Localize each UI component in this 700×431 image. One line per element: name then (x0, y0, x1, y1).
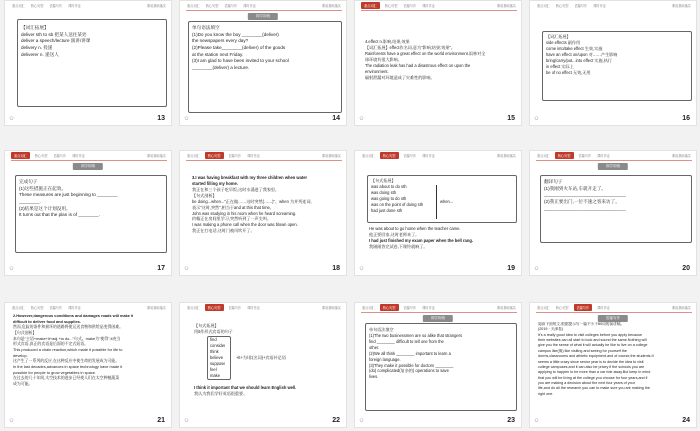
slide-text (369, 327, 462, 380)
text-line: deliver a speech/lecture 演讲/讲课 (21, 38, 91, 44)
text-line: was about to do sth (371, 183, 407, 189)
text-line: environment. (365, 68, 389, 74)
nav-tab-homework[interactable]: 课时作业 (597, 154, 610, 158)
favorite-star-icon[interactable]: ✩ (534, 116, 540, 122)
slide-thumbnail-24[interactable] (529, 302, 697, 428)
slide-number: 14 (332, 115, 340, 122)
text-line: had just done sth (371, 207, 403, 213)
text-line: seems a little crazy since senior year is to decide the idea to visit (538, 359, 644, 364)
list-item: suppose (210, 360, 226, 366)
text-line: ________(deliver) a lecture. (192, 64, 250, 70)
text-line: (1)这些措施正在起效。 (19, 185, 66, 191)
text-line: was going to do sth (371, 195, 407, 201)
text-line: foreign language. (369, 356, 401, 362)
nav-tab-homework[interactable]: 课时作业 (422, 154, 435, 158)
nav-right[interactable]: 课前基础落实 (671, 4, 691, 8)
header-rule (536, 312, 692, 313)
slide-header (11, 152, 167, 159)
nav-tab-writing[interactable]: 语篇写作 (53, 154, 67, 158)
nav-tab-writing[interactable]: 语篇写作 (574, 4, 588, 8)
nav-tab-homework[interactable]: 课时作业 (247, 306, 260, 310)
list-item: make (210, 372, 221, 378)
text-line: 我认为我们学好英语很重要。 (194, 390, 248, 396)
text-line: It turns out that the plan is of ________. (19, 212, 100, 218)
slide-thumbnail-18[interactable] (179, 150, 347, 276)
slide-text (192, 25, 289, 72)
slide-text (371, 178, 423, 214)
list-item: feel (210, 366, 217, 372)
text-line: (2)We all think ________ important to learn a (369, 350, 451, 356)
section-pill: 即学即练 (73, 163, 103, 170)
text-line: 成为可能。 (13, 380, 33, 386)
nav-tab-vocab[interactable]: 重点词汇 (537, 4, 550, 8)
text-line: bring/carry/put...into effect 实施,执行 (546, 57, 612, 63)
nav-right[interactable]: 课前基础落实 (496, 4, 516, 8)
nav-tab-homework[interactable]: 课时作业 (72, 154, 85, 158)
section-pill: 即学即练 (598, 163, 628, 170)
box-title: 【词汇拓展】 (21, 25, 49, 30)
header-rule (361, 10, 517, 11)
slide-number: 22 (332, 417, 340, 424)
text-line: 3.I was having breakfast with my three children when water (192, 175, 308, 180)
slide-text (544, 179, 626, 212)
nav-tab-sentence[interactable]: 核心句型 (555, 4, 569, 8)
nav-tab-sentence[interactable]: 核心句型 (380, 304, 399, 311)
slide-thumbnail-14[interactable] (179, 0, 347, 126)
box-title: 【句式拓展】 (194, 323, 219, 328)
text-line: I was making a phone call when the door was blown open. (192, 222, 298, 228)
nav-tab-writing[interactable]: 语篇写作 (49, 306, 63, 310)
nav-right[interactable]: 课前基础落实 (671, 306, 691, 310)
nav-tab-writing[interactable]: 语篇写作 (403, 154, 417, 158)
formula-text: +it+为/非(名词)+宾语补足语 (236, 355, 286, 360)
nav-right[interactable]: 课前基础落实 (321, 306, 341, 310)
text-line: 【词汇拓展】effect作名词,意为"影响;结果;效果"。 (365, 44, 455, 50)
text-line: give you the sense of what it will actually be like to live on a college (538, 343, 648, 348)
nav-tab-homework[interactable]: 课时作业 (243, 4, 256, 8)
list-item: find (210, 337, 217, 342)
text-line: their websites can all start to look and sound the same.Nothing will (538, 338, 647, 343)
verb-list (210, 337, 225, 378)
nav-tab-vocab[interactable]: 重点词汇 (537, 306, 550, 310)
section-pill: 即学即练 (248, 13, 278, 20)
nav-right[interactable]: 课前基础落实 (146, 154, 166, 158)
text-line: come into/take effect 生效,实施 (546, 45, 603, 51)
text-line: campus like(像) like visiting and seeing for yourself the (538, 348, 627, 353)
box-title: 翻译句子 (544, 179, 563, 184)
favorite-star-icon[interactable]: ✩ (184, 418, 190, 424)
slide-header (11, 304, 167, 311)
slide-header (536, 152, 692, 159)
slide-text (546, 34, 617, 75)
slide-thumbnail-16[interactable] (529, 0, 697, 126)
text-line: 我正在打电话,这时门被风吹开了。 (192, 228, 255, 234)
text-line: 2.However,dangerous conditions and damages roads will make it (13, 313, 134, 318)
text-line: be doing...when..."正在做……这时突然(……)"。when 为并列连词, (192, 198, 312, 204)
text-line: He was about to go home when the teacher came. (369, 226, 461, 231)
text-line: ________________________________ (544, 192, 626, 198)
nav-right[interactable]: 课前基础落实 (671, 154, 691, 158)
text-line: 这产生了一系列的反应,在这种反应中使生命的发展成为可能。 (13, 358, 120, 364)
box-title: 单句语法填空 (192, 25, 220, 30)
slide-text (21, 25, 90, 58)
header-rule (11, 160, 167, 161)
nav-tab-writing[interactable]: 语篇写作 (224, 4, 238, 8)
slide-header (186, 2, 342, 9)
box-title: 【词汇拓展】 (546, 34, 571, 39)
nav-tab-vocab[interactable]: 重点词汇 (537, 154, 550, 158)
text-line: I had just finished my exam paper when the bell rang. (369, 237, 473, 243)
text-line: (1)The two businessmen are so alike that strangers (369, 332, 463, 338)
text-line: in effect 实际上 (546, 63, 574, 69)
text-line: These measures are just beginning to ________ (19, 192, 118, 198)
text-line: dorms,classrooms and athletic equipment,and of course,the students.It (538, 354, 654, 359)
slide-text (192, 175, 312, 234)
slide-header (536, 304, 692, 311)
slide-text (365, 39, 485, 80)
slide-header (11, 2, 167, 9)
slide-number: 20 (682, 265, 690, 272)
slide-header (361, 2, 517, 9)
text-line: lives. (369, 374, 379, 380)
text-line: applying to happen to be more than a car ride away.But keep in mind (538, 370, 651, 375)
text-line: right one. (538, 391, 554, 396)
nav-tab-homework[interactable]: 课时作业 (68, 306, 81, 310)
list-item: think (210, 348, 219, 354)
text-line: was on the point of doing sth (371, 201, 424, 207)
text-line: other. (369, 344, 380, 350)
nav-tab-sentence[interactable]: 核心句型 (205, 152, 224, 159)
nav-tab-vocab[interactable]: 重点词汇 (362, 306, 375, 310)
text-line: This produced a chain reaction,which made it possible for life to (13, 346, 123, 352)
text-line: 形式宾语,真正的宾语是后面的不定式短语。 (13, 341, 89, 347)
slide-thumbnail-22[interactable] (179, 302, 347, 428)
slide-thumbnail-15[interactable] (354, 0, 522, 126)
section-pill: 语篇写作 (598, 315, 628, 322)
slide-header (361, 304, 517, 311)
header-rule (361, 312, 517, 313)
slide-thumbnail-23[interactable] (354, 302, 522, 428)
text-line: 然而,危险的条件和损坏的道路将使运送食物和供给品变得困难。 (13, 324, 124, 330)
nav-tab-sentence[interactable]: 核心句型 (34, 154, 48, 158)
slide-number: 19 (507, 265, 515, 272)
header-rule (186, 160, 342, 161)
text-line: (3)They make it possible for doctors ________ (369, 362, 454, 368)
nav-right[interactable]: 课前基础落实 (146, 306, 166, 310)
nav-right[interactable]: 课前基础落实 (146, 4, 166, 8)
text-line: Rainforests have a great effect on the world environment.雨林对全 (365, 50, 486, 56)
text-line: 我正在和三个孩子吃早饭,这时水涌进了我家里。 (192, 186, 280, 192)
slide-header (186, 304, 342, 311)
bracket (435, 185, 437, 219)
nav-tab-sentence[interactable]: 核心句型 (205, 304, 224, 311)
nav-tab-sentence[interactable]: 核心句型 (384, 4, 398, 8)
header-rule (536, 160, 692, 161)
text-line: 4.effect n.影响,结果,效果 (365, 39, 410, 44)
text-line: side effects 副作用 (546, 39, 581, 45)
slide-text (194, 323, 233, 335)
text-line: started filling my home. (192, 180, 238, 186)
slide-thumbnail-21[interactable] (4, 302, 172, 428)
nav-tab-writing[interactable]: 语篇写作 (574, 304, 593, 311)
slide-header (536, 2, 692, 9)
text-line: the newspapers every day? (192, 38, 249, 44)
slide-header (361, 152, 517, 159)
text-line: delivery n. 投递 (21, 44, 53, 50)
nav-tab-homework[interactable]: 课时作业 (593, 4, 606, 8)
favorite-star-icon[interactable]: ✩ (9, 418, 15, 424)
nav-tab-writing[interactable]: 语篇写作 (49, 4, 63, 8)
nav-right[interactable]: 课前基础落实 (321, 154, 341, 158)
text-line: was doing sth (371, 189, 397, 195)
slide-thumbnail-20[interactable] (529, 150, 697, 276)
nav-tab-writing[interactable]: 语篇写作 (403, 4, 417, 8)
slide-number: 21 (157, 417, 165, 424)
text-line: (do) complicated(复杂的) operations to save (369, 368, 449, 374)
text-line: you are making a decision about the next four years of your (538, 380, 635, 385)
nav-tab-vocab[interactable]: 重点词汇 (362, 154, 375, 158)
text-line: have an effect on/upon 对……产生影响 (546, 51, 618, 57)
text-line: 球环境有很大影响。 (365, 56, 402, 62)
text-line: 表示"这时,突然",相当于and at this that time。 (192, 204, 274, 210)
nav-tab-vocab[interactable]: 重点词汇 (361, 2, 380, 9)
example-text (194, 385, 296, 397)
slide-thumbnail-19[interactable] (354, 150, 522, 276)
box-title: 单句语法填空 (369, 327, 394, 332)
slide-number: 23 (507, 417, 515, 424)
text-line: be of no effect 无效,无用 (546, 69, 591, 75)
favorite-star-icon[interactable]: ✩ (359, 418, 365, 424)
favorite-star-icon[interactable]: ✩ (184, 116, 190, 122)
slide-thumbnail-13[interactable] (4, 0, 172, 126)
nav-tab-writing[interactable]: 语篇写作 (578, 154, 592, 158)
slide-text (19, 179, 118, 219)
header-rule (186, 10, 342, 11)
text-line: (2)Please take________(deliver) of the goods (192, 44, 286, 50)
nav-right[interactable]: 课前基础落实 (496, 154, 516, 158)
slide-number: 13 (157, 115, 165, 122)
nav-tab-homework[interactable]: 课时作业 (247, 154, 260, 158)
text-line: It's a really good idea to visit colleges before you apply because (538, 332, 643, 337)
text-line: 约翰正在房间里学习,突然听到了一声尖叫。 (192, 216, 271, 222)
nav-tab-sentence[interactable]: 核心句型 (555, 306, 569, 310)
text-line: 在过去的几十年间,太空技术的进步已经使人们在太空种植蔬菜 (13, 375, 120, 381)
text-line: 本句是"主语+make+it+adj.+to do..."句式。make为"使得",it充当 (13, 335, 121, 341)
nav-right[interactable]: 课前基础落实 (321, 4, 341, 8)
nav-tab-homework[interactable]: 课时作业 (422, 4, 435, 8)
text-line: ________. (19, 198, 41, 204)
favorite-star-icon[interactable]: ✩ (534, 266, 540, 272)
box-title: 【句式拓展】 (371, 178, 396, 183)
text-line: find ________ difficult to tell one from the (369, 338, 444, 344)
nav-tab-sentence[interactable]: 核心句型 (30, 306, 44, 310)
nav-tab-vocab[interactable]: 重点词汇 (12, 4, 25, 8)
text-line: (1)我刚到火车站,车就开走了。 (544, 185, 607, 191)
nav-tab-homework[interactable]: 课时作业 (597, 306, 610, 310)
nav-tab-sentence[interactable]: 核心句型 (380, 152, 399, 159)
favorite-star-icon[interactable]: ✩ (184, 266, 190, 272)
nav-tab-sentence[interactable]: 核心句型 (555, 152, 574, 159)
slide-number: 15 (507, 115, 515, 122)
nav-tab-homework[interactable]: 课时作业 (422, 306, 435, 310)
text-line: possible for people to grow vegetables in space. (13, 369, 97, 375)
section-pill: 即学即练 (423, 315, 453, 322)
text-line: 我刚刚答完试卷,下课铃就响了。 (369, 243, 428, 249)
text-line: life,and do all the research you can to make sure you are making the (538, 386, 650, 391)
nav-tab-writing[interactable]: 语篇写作 (403, 306, 417, 310)
text-line: I think it important that we should learn English well. (194, 385, 297, 390)
slide-number: 17 (157, 265, 165, 272)
list-item: consider (210, 342, 226, 348)
favorite-star-icon[interactable]: ✩ (9, 266, 15, 272)
text-line: (1)Do you know the boy ________(deliver) (192, 31, 279, 37)
text-line: John was studying in his room when he heard screaming. (192, 210, 297, 216)
text-line: that you will be living at the college you choose for four years,and if (538, 375, 648, 380)
nav-tab-writing[interactable]: 语篇写作 (228, 154, 242, 158)
slide-thumbnail-17[interactable] (4, 150, 172, 276)
nav-tab-homework[interactable]: 课时作业 (68, 4, 81, 8)
nav-tab-vocab[interactable]: 重点词汇 (187, 154, 200, 158)
text-line: develop. (13, 352, 28, 358)
favorite-star-icon[interactable]: ✩ (359, 116, 365, 122)
example-text (369, 226, 473, 250)
when-label: when... (440, 199, 454, 204)
text-line: The radiation leak has had a disastrous effect on upon the (365, 62, 471, 68)
slide-number: 18 (332, 265, 340, 272)
nav-tab-writing[interactable]: 语篇写作 (228, 306, 242, 310)
text-line: (2)结果是这个计划没用。 (19, 205, 71, 211)
nav-tab-vocab[interactable]: 重点词汇 (12, 306, 25, 310)
text-line: 用it作形式宾语的句子 (194, 328, 233, 334)
text-line: (2019 · 天津卷) (538, 327, 563, 332)
text-line: (3)I am glad to have been invited to your school (192, 58, 289, 64)
text-line: 【句式剖析】 (192, 192, 217, 198)
slide-number: 24 (682, 417, 690, 424)
text-line: (2)我正要出门,一位不速之客来访了。 (544, 198, 620, 204)
nav-tab-vocab[interactable]: 重点词汇 (187, 306, 200, 310)
text-line: 辐射泄漏对环境造成了灾难性的影响。 (365, 74, 435, 80)
slide-number: 16 (682, 115, 690, 122)
nav-tab-sentence[interactable]: 核心句型 (30, 4, 44, 8)
text-line: 阅读下面短文,根据提示写一篇不少于80词的演讲稿。 (538, 322, 625, 326)
nav-tab-vocab[interactable]: 重点词汇 (11, 152, 30, 159)
text-line: In the last decades,advances in space technology have made it (13, 363, 123, 369)
slide-header (186, 152, 342, 159)
text-line: 他正要回家,这时老师来了。 (369, 231, 420, 237)
text-line: college campuses,and it can also be pricey if the schools you are (538, 364, 645, 369)
nav-right[interactable]: 课前基础落实 (496, 306, 516, 310)
text-line: difficult to deliver food and supplies. (13, 318, 81, 324)
favorite-star-icon[interactable]: ✩ (534, 418, 540, 424)
nav-tab-sentence[interactable]: 核心句型 (205, 4, 219, 8)
slide-text (13, 313, 133, 387)
text-line: ________________________________ (544, 205, 626, 211)
favorite-star-icon[interactable]: ✩ (9, 116, 15, 122)
nav-tab-vocab[interactable]: 重点词汇 (187, 4, 200, 8)
list-item: believe (210, 354, 223, 360)
box-title: 完成句子 (19, 179, 38, 184)
slide-text (538, 322, 654, 397)
text-line: deliver sth to sb 把某人送往某处 (21, 31, 87, 37)
favorite-star-icon[interactable]: ✩ (359, 266, 365, 272)
text-line: deliverer n. 递送人 (21, 51, 59, 57)
text-line: at the station next Friday. (192, 51, 244, 57)
text-line: 【句式剖析】 (13, 329, 37, 335)
